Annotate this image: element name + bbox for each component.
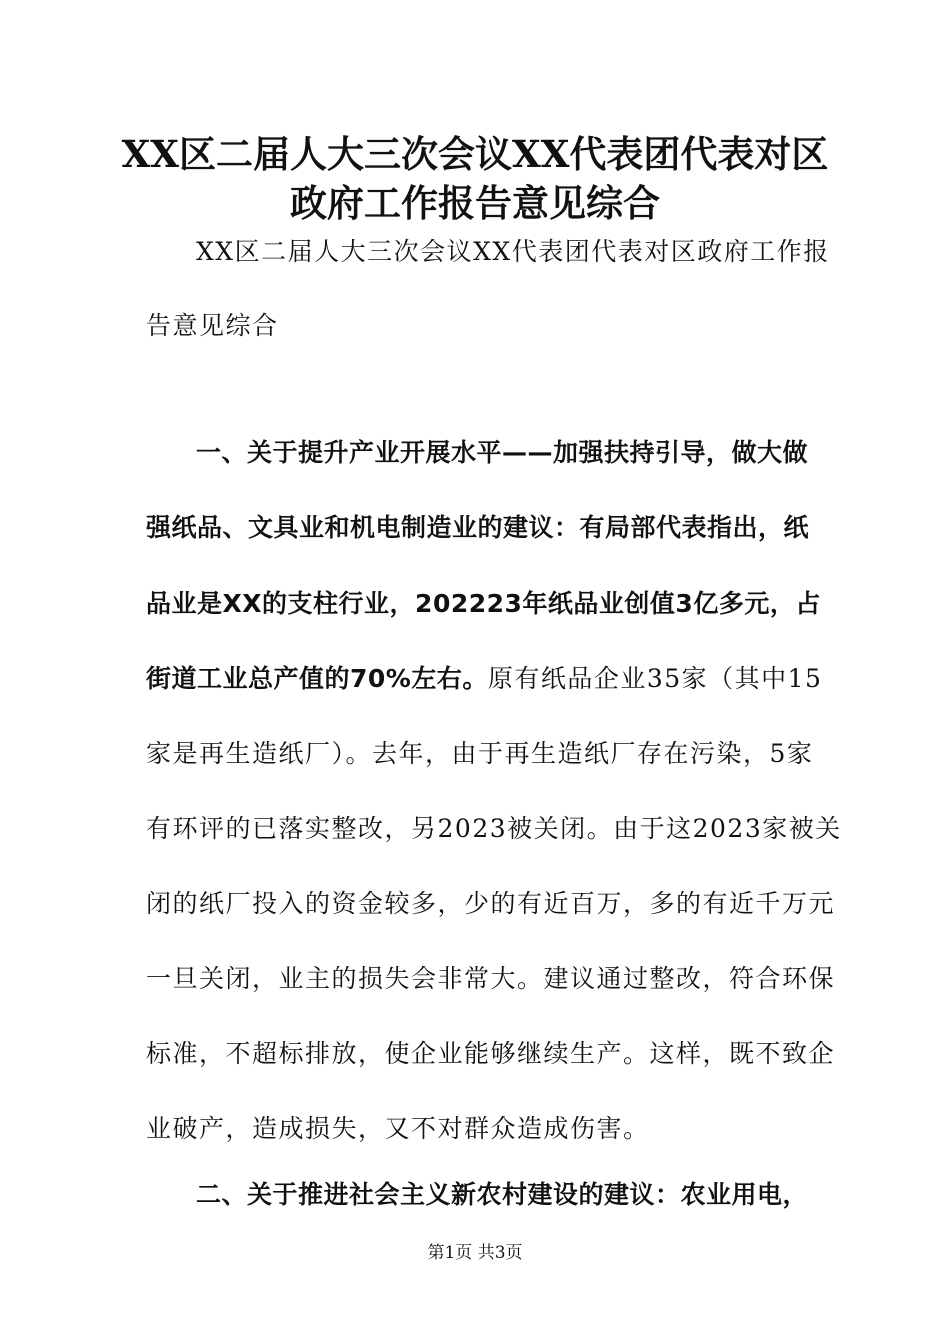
paragraph1-line-4-bold: 街道工业总产值的70%左右。 — [146, 664, 488, 693]
paragraph1-line-10: 业破产，造成损失，又不对群众造成伤害。 — [146, 1114, 650, 1143]
page-number-footer: 第1页 共3页 — [427, 1243, 523, 1263]
document-title-line-1: XX区二届人大三次会议XX代表团代表对区 — [121, 132, 829, 176]
subtitle-line-2: 告意见综合 — [146, 311, 279, 340]
document-title-line-2: 政府工作报告意见综合 — [290, 181, 660, 225]
paragraph2-line-1: 二、关于推进社会主义新农村建设的建议：农业用电， — [196, 1180, 809, 1209]
paragraph1-line-4 — [146, 663, 822, 696]
paragraph1-line-7: 闭的纸厂投入的资金较多，少的有近百万，多的有近千万元 — [146, 889, 836, 918]
paragraph1-line-4-normal: 原有纸品企业35家（其中15 — [487, 664, 823, 693]
paragraph1-line-6: 有环评的已落实整改，另2023被关闭。由于这2023家被关 — [146, 814, 842, 843]
paragraph1-line-3: 品业是XX的支柱行业，202223年纸品业创值3亿多元，占 — [146, 589, 821, 618]
paragraph1-line-1: 一、关于提升产业开展水平——加强扶持引导，做大做 — [196, 438, 809, 467]
paragraph1-line-8: 一旦关闭，业主的损失会非常大。建议通过整改，符合环保 — [146, 964, 836, 993]
paragraph1-line-9: 标准，不超标排放，使企业能够继续生产。这样，既不致企 — [146, 1039, 836, 1068]
paragraph1-line-5: 家是再生造纸厂）。去年，由于再生造纸厂存在污染，5家 — [146, 739, 814, 768]
subtitle-line-1: XX区二届人大三次会议XX代表团代表对区政府工作报 — [196, 237, 830, 266]
paragraph1-line-2: 强纸品、文具业和机电制造业的建议：有局部代表指出，纸 — [146, 513, 810, 542]
